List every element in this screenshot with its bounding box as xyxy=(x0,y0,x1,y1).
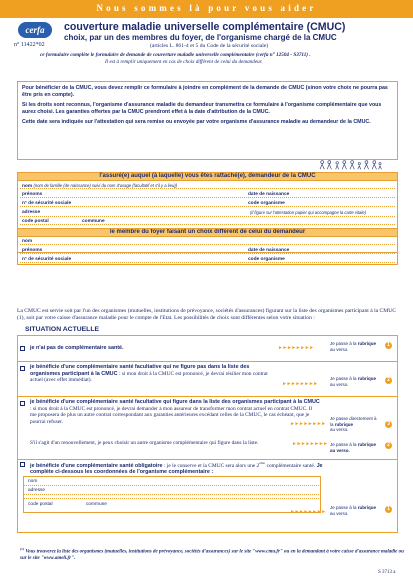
option-facultative-not-listed-checkbox[interactable] xyxy=(20,366,25,371)
legal-reference: (articles L. 861-4 et 5 du Code de la sécurité sociale) xyxy=(150,43,269,49)
footnote: $^{(1)}$ Vous trouverez la liste des organismes (mutuelles, institutions de prévoyance, sociétés d'assurances) sur le site "www.cmu.fr" ou en la demandant à votre caisse d'assurance maladie ou sur le site "www.ameli.fr". xyxy=(20,547,404,562)
option-obligatoire-label: je bénéficie d'une complémentaire santé obligatoire : je le conserve et la CMUC sera alors une 2ème complémentaire santé. Je complète ci-dessous les coordonnées de l'organisme complémentaire : xyxy=(30,461,323,476)
membre-prenoms-label: prénoms xyxy=(22,248,43,253)
intro-paragraph-3: Cette date sera indiquée sur l'attestation qui sera remise ou envoyée par votre organisme d'assurance maladie au demandeur de la CMUC. xyxy=(22,119,371,125)
arrows-4: ►►►►►►►► xyxy=(292,442,328,447)
membre-secu-label: n° de sécurité sociale xyxy=(22,257,72,262)
side-note-1: Je passe à la rubrique au verso. xyxy=(330,341,377,352)
rubrique-1-badge: 1 xyxy=(385,342,392,349)
membre-heading: le membre du foyer faisant un choix différent de celui du demandeur xyxy=(17,228,398,237)
intro-paragraph-2: Si les droits sont reconnus, l'organisme d'assurance maladie du demandeur transmettra ce formulaire à l'organisme complémentaire que vous aurez choisi. Les garanties offertes par la CMUC prendront effet à la date d'attribution de la CMUC. xyxy=(22,102,382,115)
situation-divider-2 xyxy=(17,396,398,397)
top-banner xyxy=(0,0,413,18)
form-usage-note: Il est à remplir uniquement en cas de choix différent de celui du demandeur. xyxy=(105,59,263,65)
option-facultative-not-listed-label: je bénéficie d'une complémentaire santé facultative qui ne figure pas dans la liste des organismes participant à la CMUC : si mon droit à la CMUC est prononcé, je devrai résilier mon contrat actuel (avec effet immédiat). xyxy=(30,364,268,383)
family-illustration xyxy=(305,160,395,170)
membre-nom-label: nom xyxy=(22,239,33,244)
form-complement-note: ce formulaire complète le formulaire de demande de couverture maladie universelle complémentaire (cerfa n° 12504 - S3711) . xyxy=(40,52,311,58)
side-note-2: Je passe à la rubrique au verso. xyxy=(330,376,377,387)
assure-nom-row[interactable] xyxy=(20,182,395,189)
organisme-adresse-line[interactable] xyxy=(23,495,321,499)
rubrique-3-badge: 3 xyxy=(385,421,392,428)
side-note-4: Je passe à la rubrique au verso. xyxy=(330,442,377,453)
document-subtitle: choix, par un des membres du foyer, de l'organisme chargé de la CMUC xyxy=(64,33,337,42)
arrows-3: ►►►►►►►► xyxy=(290,422,326,427)
arrows-5: ►►►►►►►► xyxy=(290,510,326,515)
option-no-complementary-label: je n'ai pas de complémentaire santé. xyxy=(30,345,124,351)
secu-label: n° de sécurité sociale xyxy=(22,201,72,206)
cerfa-number: n° 11422*02 xyxy=(14,42,45,48)
option-no-complementary-checkbox[interactable] xyxy=(20,346,25,351)
assure-prenoms-row[interactable] xyxy=(20,191,395,198)
adresse-label: adresse xyxy=(22,210,41,215)
code-postal-label: code postal xyxy=(22,219,49,224)
assure-heading: l'assuré(e) auquel (à laquelle) vous êtes rattaché(e), demandeur de la CMUC xyxy=(17,172,398,181)
banner-text: Nous sommes là pour vous aider xyxy=(96,3,317,13)
arrows-1: ►►►►►►►► xyxy=(278,346,314,351)
date-naissance-label: date de naissance xyxy=(248,192,290,197)
situation-title: SITUATION ACTUELLE xyxy=(25,326,100,333)
cerfa-logo: cerfa xyxy=(18,22,52,38)
prenoms-label: prénoms xyxy=(22,192,43,197)
rubrique-4-badge: 2 xyxy=(385,442,392,449)
option-facultative-listed-checkbox[interactable] xyxy=(20,401,25,406)
membre-code-organisme-label: code organisme xyxy=(248,257,285,262)
assure-commune-row[interactable] xyxy=(20,218,395,225)
nom-label: nom (nom de famille (de naissance) suivi du nom d'usage (facultatif et s'il y a lieu)) xyxy=(22,183,178,189)
commune-label: commune xyxy=(82,219,105,224)
option-facultative-listed-label: je bénéficie d'une complémentaire santé facultative qui figure dans la liste des organismes participant à la CMUC : si mon droit à la CMUC est prononcé, je devrai demander à mon assureur de transformer mon contrat actuel en contrat CMUC. Il me proposera de plus un autre contrat correspondant aux garanties antérieures excédant celles de la CMUC, le cas échéant, que je pourrai refuser. xyxy=(30,399,320,425)
assure-adresse-line[interactable] xyxy=(20,214,395,217)
choice-explanation: La CMUC est servie soit par l'un des organismes (mutuelles, institutions de prévoyance, sociétés d'assurances) figurant sur la liste des organismes participant à la CMUC (1), soit par votre caisse d'assurance maladie pour le compte de l'Etat. Les possibilités de choix sont différentes selon votre situation : xyxy=(17,308,396,321)
code-organisme-hint: (il figure sur l'attestation papier qui accompagne la carte vitale) xyxy=(250,210,367,215)
side-note-3: Je passe directement à la rubrique au verso. xyxy=(330,416,377,432)
assure-secu-row[interactable] xyxy=(20,200,395,207)
form-code: S 3713 a xyxy=(378,570,396,575)
document-title: couverture maladie universelle complémentaire (CMUC) xyxy=(64,21,346,33)
organisme-adresse-row[interactable]: adresse xyxy=(23,486,321,495)
code-organisme-label: code organisme xyxy=(248,201,285,206)
membre-table xyxy=(17,228,398,265)
organisme-nom-row[interactable]: nom xyxy=(23,477,321,486)
rubrique-5-badge: 1 xyxy=(385,506,392,513)
intro-paragraph-1: Pour bénéficier de la CMUC, vous devez remplir ce formulaire à joindre en complément de la demande de CMUC (sinon votre choix ne pourra pas être pris en compte). xyxy=(22,85,388,98)
intro-box xyxy=(17,81,398,160)
option-obligatoire-checkbox[interactable] xyxy=(20,462,25,467)
renewal-note: S'il s'agit d'un renouvellement, je peux choisir un autre organisme complémentaire qui figure dans la liste. xyxy=(30,440,259,446)
rubrique-2-badge: 2 xyxy=(385,377,392,384)
organisme-commune-row[interactable]: code postal commune xyxy=(28,502,107,507)
membre-date-naissance-label: date de naissance xyxy=(248,248,290,253)
arrows-2: ►►►►►►►► xyxy=(282,382,318,387)
situation-divider-1 xyxy=(17,361,398,362)
side-note-5: Je passe à la rubrique au verso. xyxy=(330,505,377,516)
